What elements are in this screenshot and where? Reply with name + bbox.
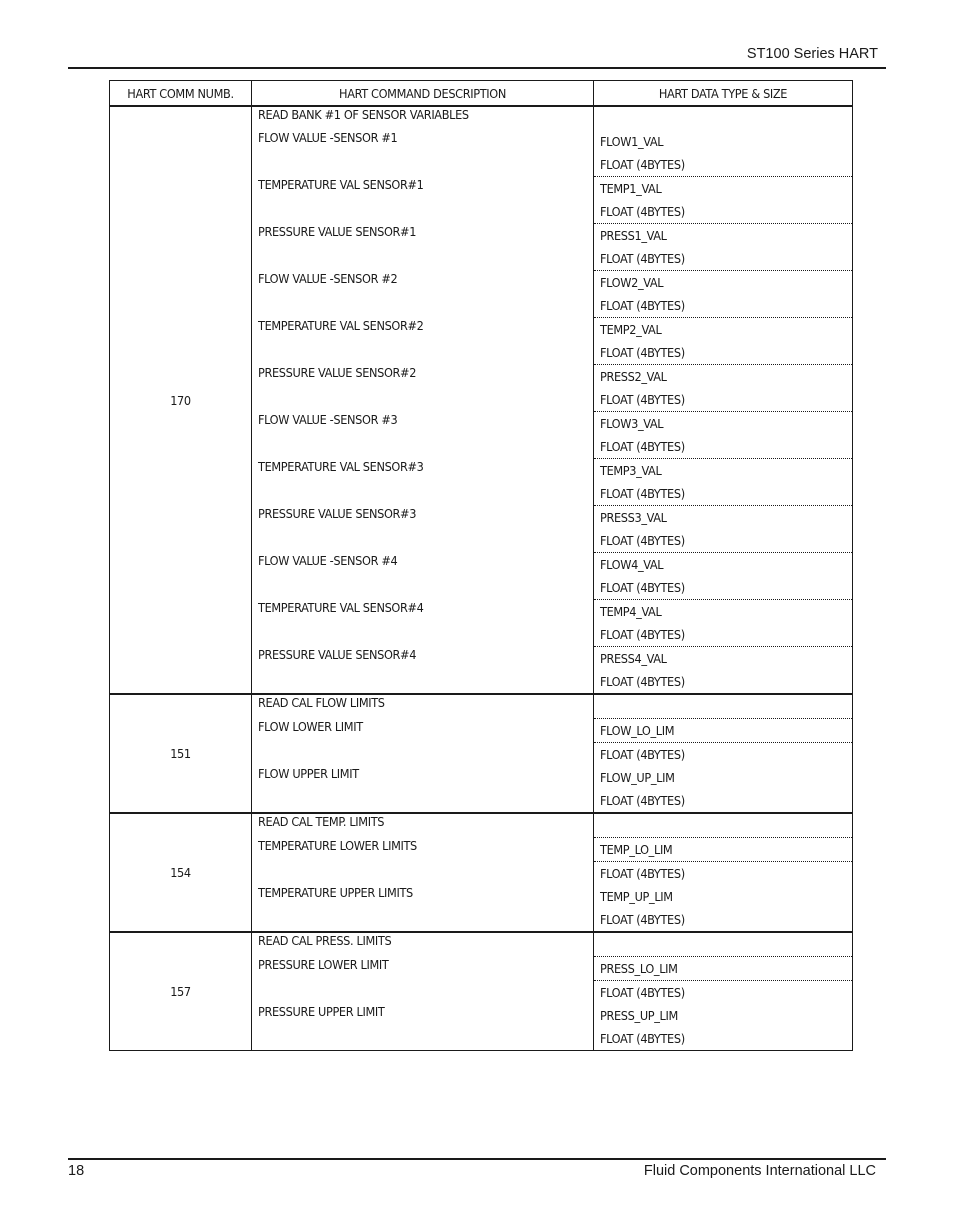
hart-command-table bbox=[109, 80, 853, 1051]
data-type-cell bbox=[594, 813, 853, 838]
command-description-cell: FLOW VALUE -SENSOR #3 bbox=[252, 412, 594, 436]
command-description-cell: READ CAL TEMP. LIMITS bbox=[252, 813, 594, 838]
command-number-cell: 157 bbox=[110, 932, 252, 1051]
data-type-cell: FLOAT (4BYTES) bbox=[594, 482, 853, 506]
command-description-cell: READ CAL FLOW LIMITS bbox=[252, 694, 594, 719]
command-description-cell: TEMPERATURE VAL SENSOR#1 bbox=[252, 177, 594, 201]
data-type-cell: FLOAT (4BYTES) bbox=[594, 1027, 853, 1051]
command-number-cell: 154 bbox=[110, 813, 252, 932]
data-type-cell: FLOAT (4BYTES) bbox=[594, 153, 853, 177]
command-description-cell bbox=[252, 862, 594, 886]
data-type-cell: TEMP_UP_LIM bbox=[594, 885, 853, 908]
page-number: 18 bbox=[68, 1163, 85, 1179]
table-header-row bbox=[110, 81, 853, 107]
command-description-cell bbox=[252, 294, 594, 318]
data-type-cell: FLOAT (4BYTES) bbox=[594, 200, 853, 224]
data-type-cell: FLOW3_VAL bbox=[594, 412, 853, 436]
command-description-cell: PRESSURE VALUE SENSOR#1 bbox=[252, 224, 594, 248]
data-type-cell: TEMP2_VAL bbox=[594, 318, 853, 342]
data-type-cell: FLOAT (4BYTES) bbox=[594, 388, 853, 412]
data-type-cell: FLOAT (4BYTES) bbox=[594, 435, 853, 459]
command-description-cell: FLOW UPPER LIMIT bbox=[252, 766, 594, 789]
table-row bbox=[110, 932, 853, 957]
command-description-cell: READ BANK #1 OF SENSOR VARIABLES bbox=[252, 106, 594, 130]
data-type-cell bbox=[594, 932, 853, 957]
table-row bbox=[110, 106, 853, 130]
data-type-cell: TEMP3_VAL bbox=[594, 459, 853, 483]
command-description-cell: FLOW VALUE -SENSOR #2 bbox=[252, 271, 594, 295]
data-type-cell: FLOAT (4BYTES) bbox=[594, 862, 853, 886]
command-description-cell: TEMPERATURE VAL SENSOR#4 bbox=[252, 600, 594, 624]
column-header-data-type: HART DATA TYPE & SIZE bbox=[594, 81, 853, 107]
command-description-cell bbox=[252, 789, 594, 813]
command-description-cell: TEMPERATURE UPPER LIMITS bbox=[252, 885, 594, 908]
data-type-cell: FLOAT (4BYTES) bbox=[594, 743, 853, 767]
table-body bbox=[110, 106, 853, 1051]
command-description-cell bbox=[252, 670, 594, 694]
command-description-cell: READ CAL PRESS. LIMITS bbox=[252, 932, 594, 957]
command-description-cell: TEMPERATURE VAL SENSOR#3 bbox=[252, 459, 594, 483]
data-type-cell: FLOW_UP_LIM bbox=[594, 766, 853, 789]
table-row bbox=[110, 694, 853, 719]
data-type-cell: PRESS2_VAL bbox=[594, 365, 853, 389]
command-number-cell: 151 bbox=[110, 694, 252, 813]
data-type-cell: FLOAT (4BYTES) bbox=[594, 981, 853, 1005]
command-description-cell bbox=[252, 1027, 594, 1051]
data-type-cell: FLOAT (4BYTES) bbox=[594, 341, 853, 365]
data-type-cell: PRESS_LO_LIM bbox=[594, 957, 853, 981]
command-description-cell bbox=[252, 623, 594, 647]
data-type-cell: FLOW2_VAL bbox=[594, 271, 853, 295]
data-type-cell: FLOAT (4BYTES) bbox=[594, 623, 853, 647]
command-description-cell bbox=[252, 743, 594, 767]
data-type-cell: PRESS_UP_LIM bbox=[594, 1004, 853, 1027]
command-description-cell: TEMPERATURE VAL SENSOR#2 bbox=[252, 318, 594, 342]
command-description-cell bbox=[252, 200, 594, 224]
data-type-cell: FLOW1_VAL bbox=[594, 130, 853, 153]
data-type-cell: TEMP1_VAL bbox=[594, 177, 853, 201]
command-description-cell bbox=[252, 247, 594, 271]
command-description-cell: FLOW LOWER LIMIT bbox=[252, 719, 594, 743]
data-type-cell: FLOAT (4BYTES) bbox=[594, 908, 853, 932]
data-type-cell: PRESS4_VAL bbox=[594, 647, 853, 671]
command-description-cell bbox=[252, 435, 594, 459]
footer-rule bbox=[68, 1158, 886, 1160]
data-type-cell bbox=[594, 106, 853, 130]
data-type-cell: FLOW4_VAL bbox=[594, 553, 853, 577]
command-description-cell: TEMPERATURE LOWER LIMITS bbox=[252, 838, 594, 862]
table-row bbox=[110, 813, 853, 838]
company-name: Fluid Components International LLC bbox=[643, 1163, 876, 1179]
data-type-cell: FLOAT (4BYTES) bbox=[594, 576, 853, 600]
running-header: ST100 Series HART bbox=[746, 46, 878, 62]
data-type-cell: PRESS3_VAL bbox=[594, 506, 853, 530]
data-type-cell: FLOAT (4BYTES) bbox=[594, 294, 853, 318]
command-description-cell: PRESSURE VALUE SENSOR#2 bbox=[252, 365, 594, 389]
data-type-cell: FLOAT (4BYTES) bbox=[594, 670, 853, 694]
data-type-cell: TEMP_LO_LIM bbox=[594, 838, 853, 862]
command-description-cell bbox=[252, 153, 594, 177]
command-description-cell bbox=[252, 981, 594, 1005]
data-type-cell: FLOW_LO_LIM bbox=[594, 719, 853, 743]
command-number-cell: 170 bbox=[110, 106, 252, 694]
command-description-cell bbox=[252, 908, 594, 932]
header-rule bbox=[68, 67, 886, 69]
command-description-cell: PRESSURE LOWER LIMIT bbox=[252, 957, 594, 981]
data-type-cell: FLOAT (4BYTES) bbox=[594, 789, 853, 813]
data-type-cell bbox=[594, 694, 853, 719]
command-description-cell: FLOW VALUE -SENSOR #4 bbox=[252, 553, 594, 577]
command-description-cell bbox=[252, 482, 594, 506]
data-type-cell: FLOAT (4BYTES) bbox=[594, 247, 853, 271]
command-description-cell bbox=[252, 529, 594, 553]
column-header-number: HART COMM NUMB. bbox=[110, 81, 252, 107]
data-type-cell: FLOAT (4BYTES) bbox=[594, 529, 853, 553]
command-description-cell: FLOW VALUE -SENSOR #1 bbox=[252, 130, 594, 153]
command-description-cell bbox=[252, 388, 594, 412]
command-description-cell bbox=[252, 341, 594, 365]
command-description-cell: PRESSURE VALUE SENSOR#4 bbox=[252, 647, 594, 671]
column-header-description: HART COMMAND DESCRIPTION bbox=[252, 81, 594, 107]
command-description-cell bbox=[252, 576, 594, 600]
command-description-cell: PRESSURE VALUE SENSOR#3 bbox=[252, 506, 594, 530]
data-type-cell: PRESS1_VAL bbox=[594, 224, 853, 248]
data-type-cell: TEMP4_VAL bbox=[594, 600, 853, 624]
command-description-cell: PRESSURE UPPER LIMIT bbox=[252, 1004, 594, 1027]
